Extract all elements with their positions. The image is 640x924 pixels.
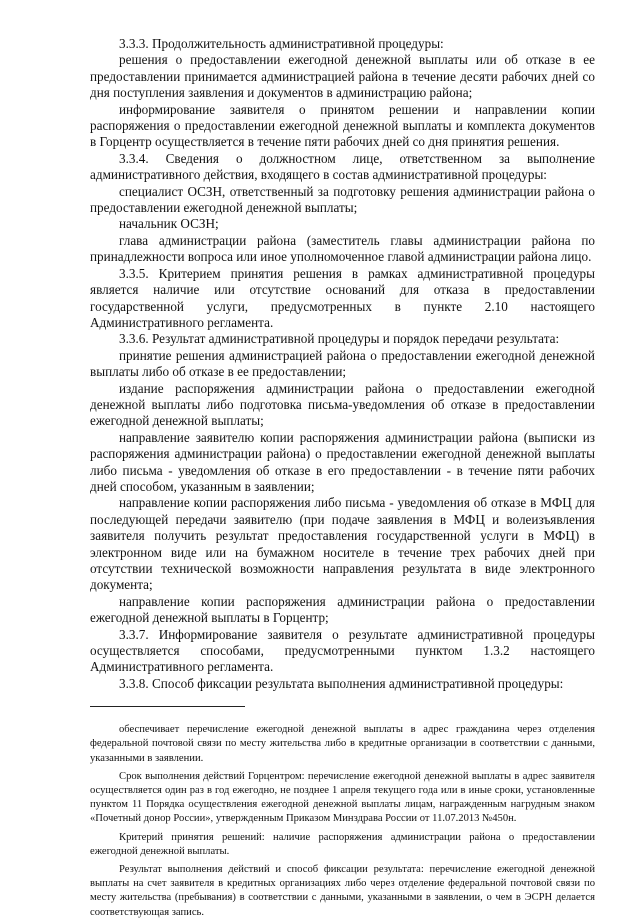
paragraph-3-3-7: 3.3.7. Информирование заявителя о результате административной процедуры осуществляется способами, предусмотренными пунктом 1.3.2 настоящего Административного регламента. bbox=[90, 626, 595, 675]
paragraph: глава администрации района (заместитель главы администрации района по принадлежности вопроса или иное уполномоченное главой администрации района лицо. bbox=[90, 232, 595, 265]
paragraph-3-3-6: 3.3.6. Результат административной процедуры и порядок передачи результата: bbox=[119, 331, 560, 347]
footnote-paragraph: обеспечивает перечисление ежегодной денежной выплаты в адрес гражданина через отделения федеральной почтовой связи по месту жительства либо в кредитные организации в соответствии с данными, указанными в заявлении. bbox=[90, 724, 595, 764]
paragraph: информирование заявителя о принятом решении и направлении копии распоряжения о предоставлении ежегодной денежной выплаты и комплекта документов в Горцентр осуществляется в течение пяти рабочих дней со дня принятия решения. bbox=[90, 101, 595, 150]
paragraph: начальник ОСЗН; bbox=[119, 216, 219, 232]
footnote-paragraph: Срок выполнения действий Горцентром: перечисление ежегодной денежной выплаты в адрес заявителя осуществляется один раз в год ежегодно, не позднее 1 апреля текущего года или в иные сроки, установленные пунктом 11 Порядка осуществления ежегодной денежной выплаты лицам, награжденным нагрудным знаком «Почетный донор России», утвержденным Приказом Минздрава России от 11.07.2013 №450н. bbox=[90, 770, 595, 825]
paragraph-3-3-8: 3.3.8. Способ фиксации результата выполнения административной процедуры: bbox=[119, 675, 564, 691]
paragraph: принятие решения администрацией района о предоставлении ежегодной денежной выплаты либо об отказе в ее предоставлении; bbox=[90, 347, 595, 380]
footnote-paragraph: Критерий принятия решений: наличие распоряжения администрации района о предоставлении ежегодной денежной выплаты. bbox=[90, 831, 595, 857]
paragraph: специалист ОСЗН, ответственный за подготовку решения администрации района о предоставлении ежегодной денежной выплаты; bbox=[90, 183, 595, 216]
document-page bbox=[90, 36, 595, 924]
paragraph-3-3-3: 3.3.3. Продолжительность административной процедуры: bbox=[119, 36, 444, 51]
footnote-paragraph: Результат выполнения действий и способ фиксации результата: перечисление ежегодной денежной выплаты на счет заявителя в кредитных организациях либо через отделение федеральной почтовой связи по месту жительства (пребывания) в соответствии с данными, указанными в заявлении, о чем в ЭСРН делается соответствующая запись. bbox=[90, 864, 595, 918]
paragraph: издание распоряжения администрации района о предоставлении ежегодной денежной выплаты либо подготовка письма-уведомления об отказе в предоставлении ежегодной денежной выплаты; bbox=[90, 380, 595, 429]
main-text bbox=[90, 36, 595, 692]
paragraph: направление копии распоряжения либо письма - уведомления об отказе в МФЦ для последующей передачи заявителю (при подаче заявления в МФЦ и волеизъявления заявителя получить результат предоставления государственной услуги в МФЦ) в электронном виде или на бумажном носителе в течение трех рабочих дней при отсутствии технической возможности направления результата в виде электронного документа; bbox=[90, 495, 595, 593]
paragraph: решения о предоставлении ежегодной денежной выплаты или об отказе в ее предоставлении принимается администрацией района в течение десяти рабочих дней со дня поступления заявления и документов в администрацию района; bbox=[90, 52, 595, 101]
paragraph: направление заявителю копии распоряжения администрации района (выписки из распоряжения администрации района) о предоставлении ежегодной денежной выплаты либо письма - уведомления об отказе в его предоставлении - в течение пяти рабочих дней способом, указанным в заявлении; bbox=[90, 429, 595, 494]
paragraph-3-3-5: 3.3.5. Критерием принятия решения в рамках административной процедуры является наличие или отсутствие оснований для отказа в предоставлении государственной услуги, предусмотренных в пункте 2.10 настоящего Административного регламента. bbox=[90, 265, 595, 330]
paragraph-3-3-4: 3.3.4. Сведения о должностном лице, ответственном за выполнение административного действия, входящего в состав административной процедуры: bbox=[90, 150, 595, 183]
paragraph: направление копии распоряжения администрации района о предоставлении ежегодной денежной выплаты в Горцентр; bbox=[90, 593, 595, 626]
footnote-text bbox=[90, 723, 595, 920]
footnote-separator bbox=[90, 706, 245, 707]
